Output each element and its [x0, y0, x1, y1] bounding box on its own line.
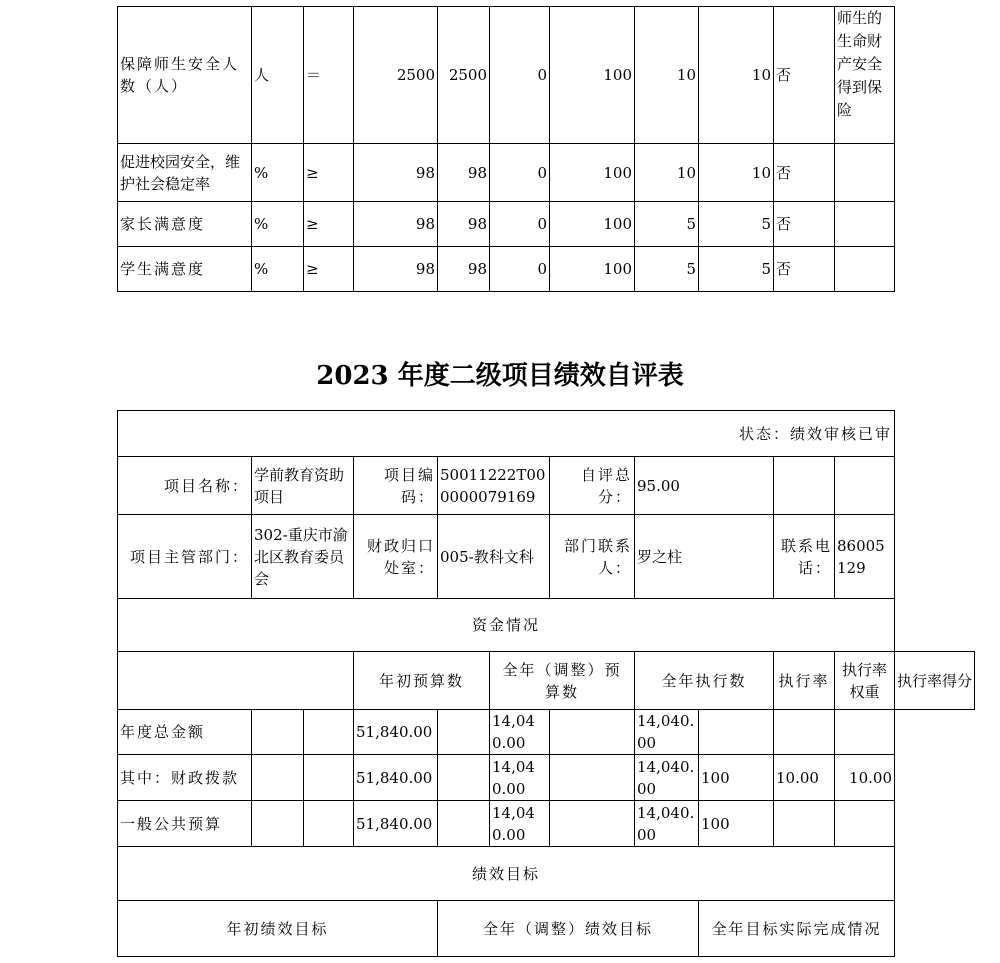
funds-rate: 100 [699, 801, 774, 847]
indicator-weight: 5 [635, 247, 699, 292]
actual-completion-header: 全年目标实际完成情况 [699, 901, 895, 957]
project-code-label: 项目编码： [354, 457, 438, 515]
funds-row-label: 年度总金额 [118, 710, 252, 755]
indicator-note [835, 144, 895, 202]
table-row [118, 710, 975, 755]
indicator-actual: 2500 [438, 7, 490, 144]
dept-label: 项目主管部门： [118, 515, 252, 599]
indicator-operator: ＝ [304, 7, 354, 144]
indicator-note [835, 202, 895, 247]
indicator-flag: 否 [774, 7, 835, 144]
indicator-unit: 人 [252, 7, 304, 144]
project-code: 50011222T000000079169 [438, 457, 550, 515]
phone-value: 86005129 [835, 515, 895, 599]
dept-value: 302-重庆市渝北区教育委员会 [252, 515, 354, 599]
indicator-deviation: 0 [490, 7, 550, 144]
funds-executed: 14,040.00 [635, 710, 699, 755]
funds-weight [774, 801, 835, 847]
indicator-rate: 100 [550, 7, 635, 144]
rate-header: 执行率 [774, 652, 835, 710]
table-row [118, 7, 895, 144]
indicator-name: 保障师生安全人数（人） [118, 7, 252, 144]
funds-row-label: 一般公共预算 [118, 801, 252, 847]
finance-label: 财政归口处室： [354, 515, 438, 599]
indicator-weight: 5 [635, 202, 699, 247]
funds-section-row [118, 599, 975, 652]
department-row [118, 515, 975, 599]
indicator-actual: 98 [438, 202, 490, 247]
page-title: 2023 年度二级项目绩效自评表 [316, 361, 684, 391]
indicator-weight: 10 [635, 144, 699, 202]
indicator-name: 促进校园安全，维护社会稳定率 [118, 144, 252, 202]
funds-score [835, 710, 895, 755]
indicator-flag: 否 [774, 247, 835, 292]
indicator-actual: 98 [438, 144, 490, 202]
indicator-unit: % [252, 247, 304, 292]
indicator-operator: ≥ [304, 202, 354, 247]
table-row [118, 801, 975, 847]
indicator-name: 学生满意度 [118, 247, 252, 292]
rate-weight-header: 执行率权重 [835, 652, 895, 710]
funds-budget: 51,840.00 [354, 755, 438, 801]
indicator-rows [118, 7, 895, 292]
indicator-target: 98 [354, 202, 438, 247]
contact-value: 罗之柱 [635, 515, 774, 599]
self-evaluation-table [117, 410, 975, 957]
goals-section-row [118, 847, 975, 901]
indicator-score: 5 [699, 247, 774, 292]
indicator-actual: 98 [438, 247, 490, 292]
indicator-target: 2500 [354, 7, 438, 144]
table-row [118, 202, 895, 247]
project-name: 学前教育资助项目 [252, 457, 354, 515]
funds-section-title: 资金情况 [118, 599, 895, 652]
indicator-note [835, 247, 895, 292]
executed-header: 全年执行数 [635, 652, 774, 710]
indicator-name: 家长满意度 [118, 202, 252, 247]
funds-rate [699, 710, 774, 755]
funds-adjusted: 14,040.00 [490, 710, 550, 755]
initial-goal-header: 年初绩效目标 [118, 901, 438, 957]
funds-score: 10.00 [835, 755, 895, 801]
indicator-rate: 100 [550, 144, 635, 202]
project-name-label: 项目名称： [118, 457, 252, 515]
indicator-unit: % [252, 202, 304, 247]
funds-executed: 14,040.00 [635, 801, 699, 847]
funds-rate: 100 [699, 755, 774, 801]
phone-label: 联系电话： [774, 515, 835, 599]
indicator-deviation: 0 [490, 144, 550, 202]
funds-executed: 14,040.00 [635, 755, 699, 801]
status-row [118, 411, 975, 457]
indicator-rate: 100 [550, 202, 635, 247]
indicator-target: 98 [354, 144, 438, 202]
score-label: 自评总分： [550, 457, 635, 515]
indicator-score: 5 [699, 202, 774, 247]
form-body [118, 411, 975, 957]
contact-label: 部门联系人： [550, 515, 635, 599]
table-row [118, 144, 895, 202]
adjusted-goal-header: 全年（调整）绩效目标 [438, 901, 699, 957]
table-row [118, 755, 975, 801]
funds-weight [774, 710, 835, 755]
adjusted-header: 全年（调整）预算数 [490, 652, 635, 710]
indicator-flag: 否 [774, 144, 835, 202]
total-score: 95.00 [635, 457, 774, 515]
funds-adjusted: 14,040.00 [490, 755, 550, 801]
indicator-score: 10 [699, 7, 774, 144]
indicator-operator: ≥ [304, 144, 354, 202]
indicator-target: 98 [354, 247, 438, 292]
project-row [118, 457, 975, 515]
indicator-deviation: 0 [490, 247, 550, 292]
indicator-deviation: 0 [490, 202, 550, 247]
funds-row-label: 其中：财政拨款 [118, 755, 252, 801]
funds-score [835, 801, 895, 847]
funds-adjusted: 14,040.00 [490, 801, 550, 847]
goals-section-title: 绩效目标 [118, 847, 895, 901]
budget-header: 年初预算数 [354, 652, 490, 710]
indicator-operator: ≥ [304, 247, 354, 292]
funds-budget: 51,840.00 [354, 710, 438, 755]
finance-value: 005-教科文科 [438, 515, 550, 599]
indicator-table [117, 6, 895, 292]
indicator-note: 师生的生命财产安全得到保险 [835, 7, 895, 144]
indicator-flag: 否 [774, 202, 835, 247]
table-row [118, 247, 895, 292]
goals-header-row [118, 901, 975, 957]
status-text: 状态：绩效审核已审 [118, 411, 895, 457]
indicator-weight: 10 [635, 7, 699, 144]
indicator-score: 10 [699, 144, 774, 202]
funds-weight: 10.00 [774, 755, 835, 801]
funds-budget: 51,840.00 [354, 801, 438, 847]
funds-header-row [118, 652, 975, 710]
indicator-unit: % [252, 144, 304, 202]
indicator-rate: 100 [550, 247, 635, 292]
rate-score-header: 执行率得分 [895, 652, 975, 710]
